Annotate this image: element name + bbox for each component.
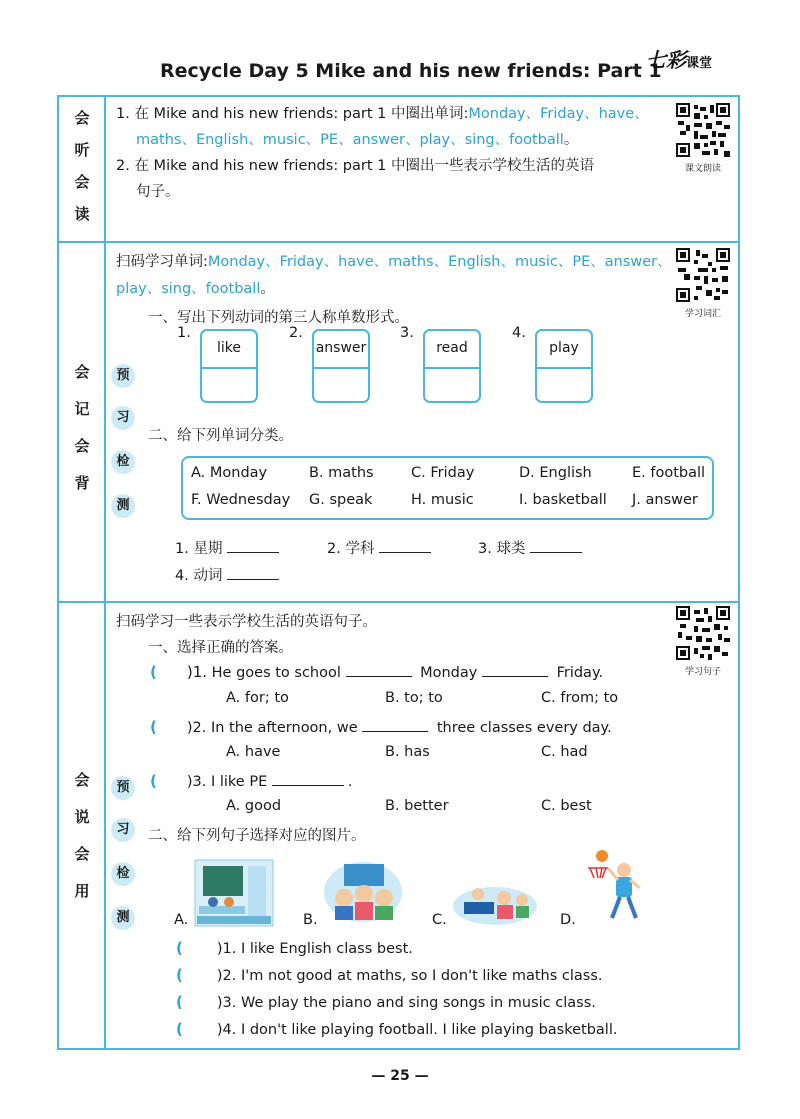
section-divider (59, 241, 738, 243)
verb-num: 1. (177, 325, 191, 341)
s3-q1-title: 一、选择正确的答案。 (148, 640, 293, 656)
category-days: 1. 星期 (175, 537, 279, 558)
qr-code-icon (676, 103, 730, 157)
verb-box-like[interactable]: like (200, 329, 258, 403)
page-title: Recycle Day 5 Mike and his new friends: Part 1 (160, 60, 662, 82)
option: J. answer (632, 492, 698, 508)
verb-box-answer[interactable]: answer (312, 329, 370, 403)
badge-check: 检 (111, 862, 135, 886)
mc-option[interactable]: B. better (385, 798, 449, 814)
mc-option[interactable]: C. best (541, 798, 592, 814)
answer-blank[interactable] (272, 771, 344, 786)
qr-code-icon (676, 606, 730, 660)
category-subjects: 2. 学科 (327, 537, 431, 558)
verb-num: 4. (512, 325, 526, 341)
page-number: — 25 — (371, 1068, 429, 1084)
match-question-3: ( )3. We play the piano and sing songs in music class. (176, 993, 596, 1011)
category-verbs: 4. 动词 (175, 564, 279, 585)
badge-check: 检 (111, 450, 135, 474)
badge-preview: 预 (111, 364, 135, 388)
answer-blank[interactable] (362, 717, 428, 732)
section1-side-label: 会 听 会 读 (74, 109, 90, 223)
english-class-picture (193, 856, 275, 928)
s2-scan-line2: play、sing、football。 (116, 281, 275, 297)
mc-question-3: ( )3. I like PE . (150, 772, 353, 790)
badge-preview: 预 (111, 776, 135, 800)
qr-code-icon (676, 248, 730, 302)
brand-logo: 七彩课堂 (646, 48, 713, 72)
s2-q1-title: 一、写出下列动词的第三人称单数形式。 (148, 310, 409, 326)
s3-scan-line: 扫码学习一些表示学校生活的英语句子。 (116, 614, 377, 630)
verb-num: 2. (289, 325, 303, 341)
option: D. English (519, 465, 592, 481)
s1-line1: 1. 在 Mike and his new friends: part 1 中圈出单词:Monday、Friday、have、 (116, 106, 649, 122)
option: H. music (411, 492, 474, 508)
option: F. Wednesday (191, 492, 291, 508)
mc-option[interactable]: A. good (226, 798, 282, 814)
picture-label: D. (560, 912, 576, 928)
mc-question-1: ( )1. He goes to school Monday Friday. (150, 663, 604, 681)
answer-blank[interactable] (482, 662, 548, 677)
maths-class-picture (322, 858, 404, 924)
basketball-picture (582, 848, 652, 926)
option: B. maths (309, 465, 374, 481)
s1-line3: 2. 在 Mike and his new friends: part 1 中圈出一些表示学校生活的英语 (116, 158, 594, 174)
picture-label: A. (174, 912, 189, 928)
mc-option[interactable]: B. has (385, 744, 430, 760)
qr-code-reading[interactable]: 课文朗读 (676, 103, 733, 174)
section2-side-label: 会 记 会 背 (74, 363, 90, 492)
option: G. speak (309, 492, 373, 508)
badge-test: 测 (111, 494, 135, 518)
mc-option[interactable]: C. from; to (541, 690, 619, 706)
category-balls: 3. 球类 (478, 537, 582, 558)
picture-label: B. (303, 912, 318, 928)
match-question-2: ( )2. I'm not good at maths, so I don't like maths class. (176, 966, 603, 984)
qr-code-vocabulary[interactable]: 学习词汇 (676, 248, 733, 319)
option: C. Friday (411, 465, 475, 481)
section-divider (59, 601, 738, 603)
s2-q2-title: 二、给下列单词分类。 (148, 428, 293, 444)
badge-study: 习 (111, 406, 135, 430)
badge-test: 测 (111, 906, 135, 930)
music-class-picture (452, 880, 538, 926)
badge-study: 习 (111, 818, 135, 842)
s1-line4: 句子。 (136, 184, 180, 200)
s3-q2-title: 二、给下列句子选择对应的图片。 (148, 828, 366, 844)
s1-line2: maths、English、music、PE、answer、play、sing、football。 (136, 132, 579, 148)
verb-box-read[interactable]: read (423, 329, 481, 403)
section3-side-label: 会 说 会 用 (74, 771, 90, 900)
qr-code-sentences[interactable]: 学习句子 (676, 606, 733, 677)
match-question-1: ( )1. I like English class best. (176, 939, 413, 957)
option: A. Monday (191, 465, 268, 481)
option: E. football (632, 465, 706, 481)
verb-num: 3. (400, 325, 414, 341)
mc-option[interactable]: A. for; to (226, 690, 289, 706)
verb-box-play[interactable]: play (535, 329, 593, 403)
match-question-4: ( )4. I don't like playing football. I like playing basketball. (176, 1020, 618, 1038)
option: I. basketball (519, 492, 607, 508)
mc-question-2: ( )2. In the afternoon, we three classes every day. (150, 718, 612, 736)
mc-option[interactable]: A. have (226, 744, 281, 760)
mc-option[interactable]: C. had (541, 744, 588, 760)
s2-scan-line1: 扫码学习单词:Monday、Friday、have、maths、English、music、PE、answer、 (116, 254, 672, 270)
picture-label: C. (432, 912, 447, 928)
column-divider (104, 97, 106, 1048)
answer-blank[interactable] (346, 662, 412, 677)
mc-option[interactable]: B. to; to (385, 690, 443, 706)
